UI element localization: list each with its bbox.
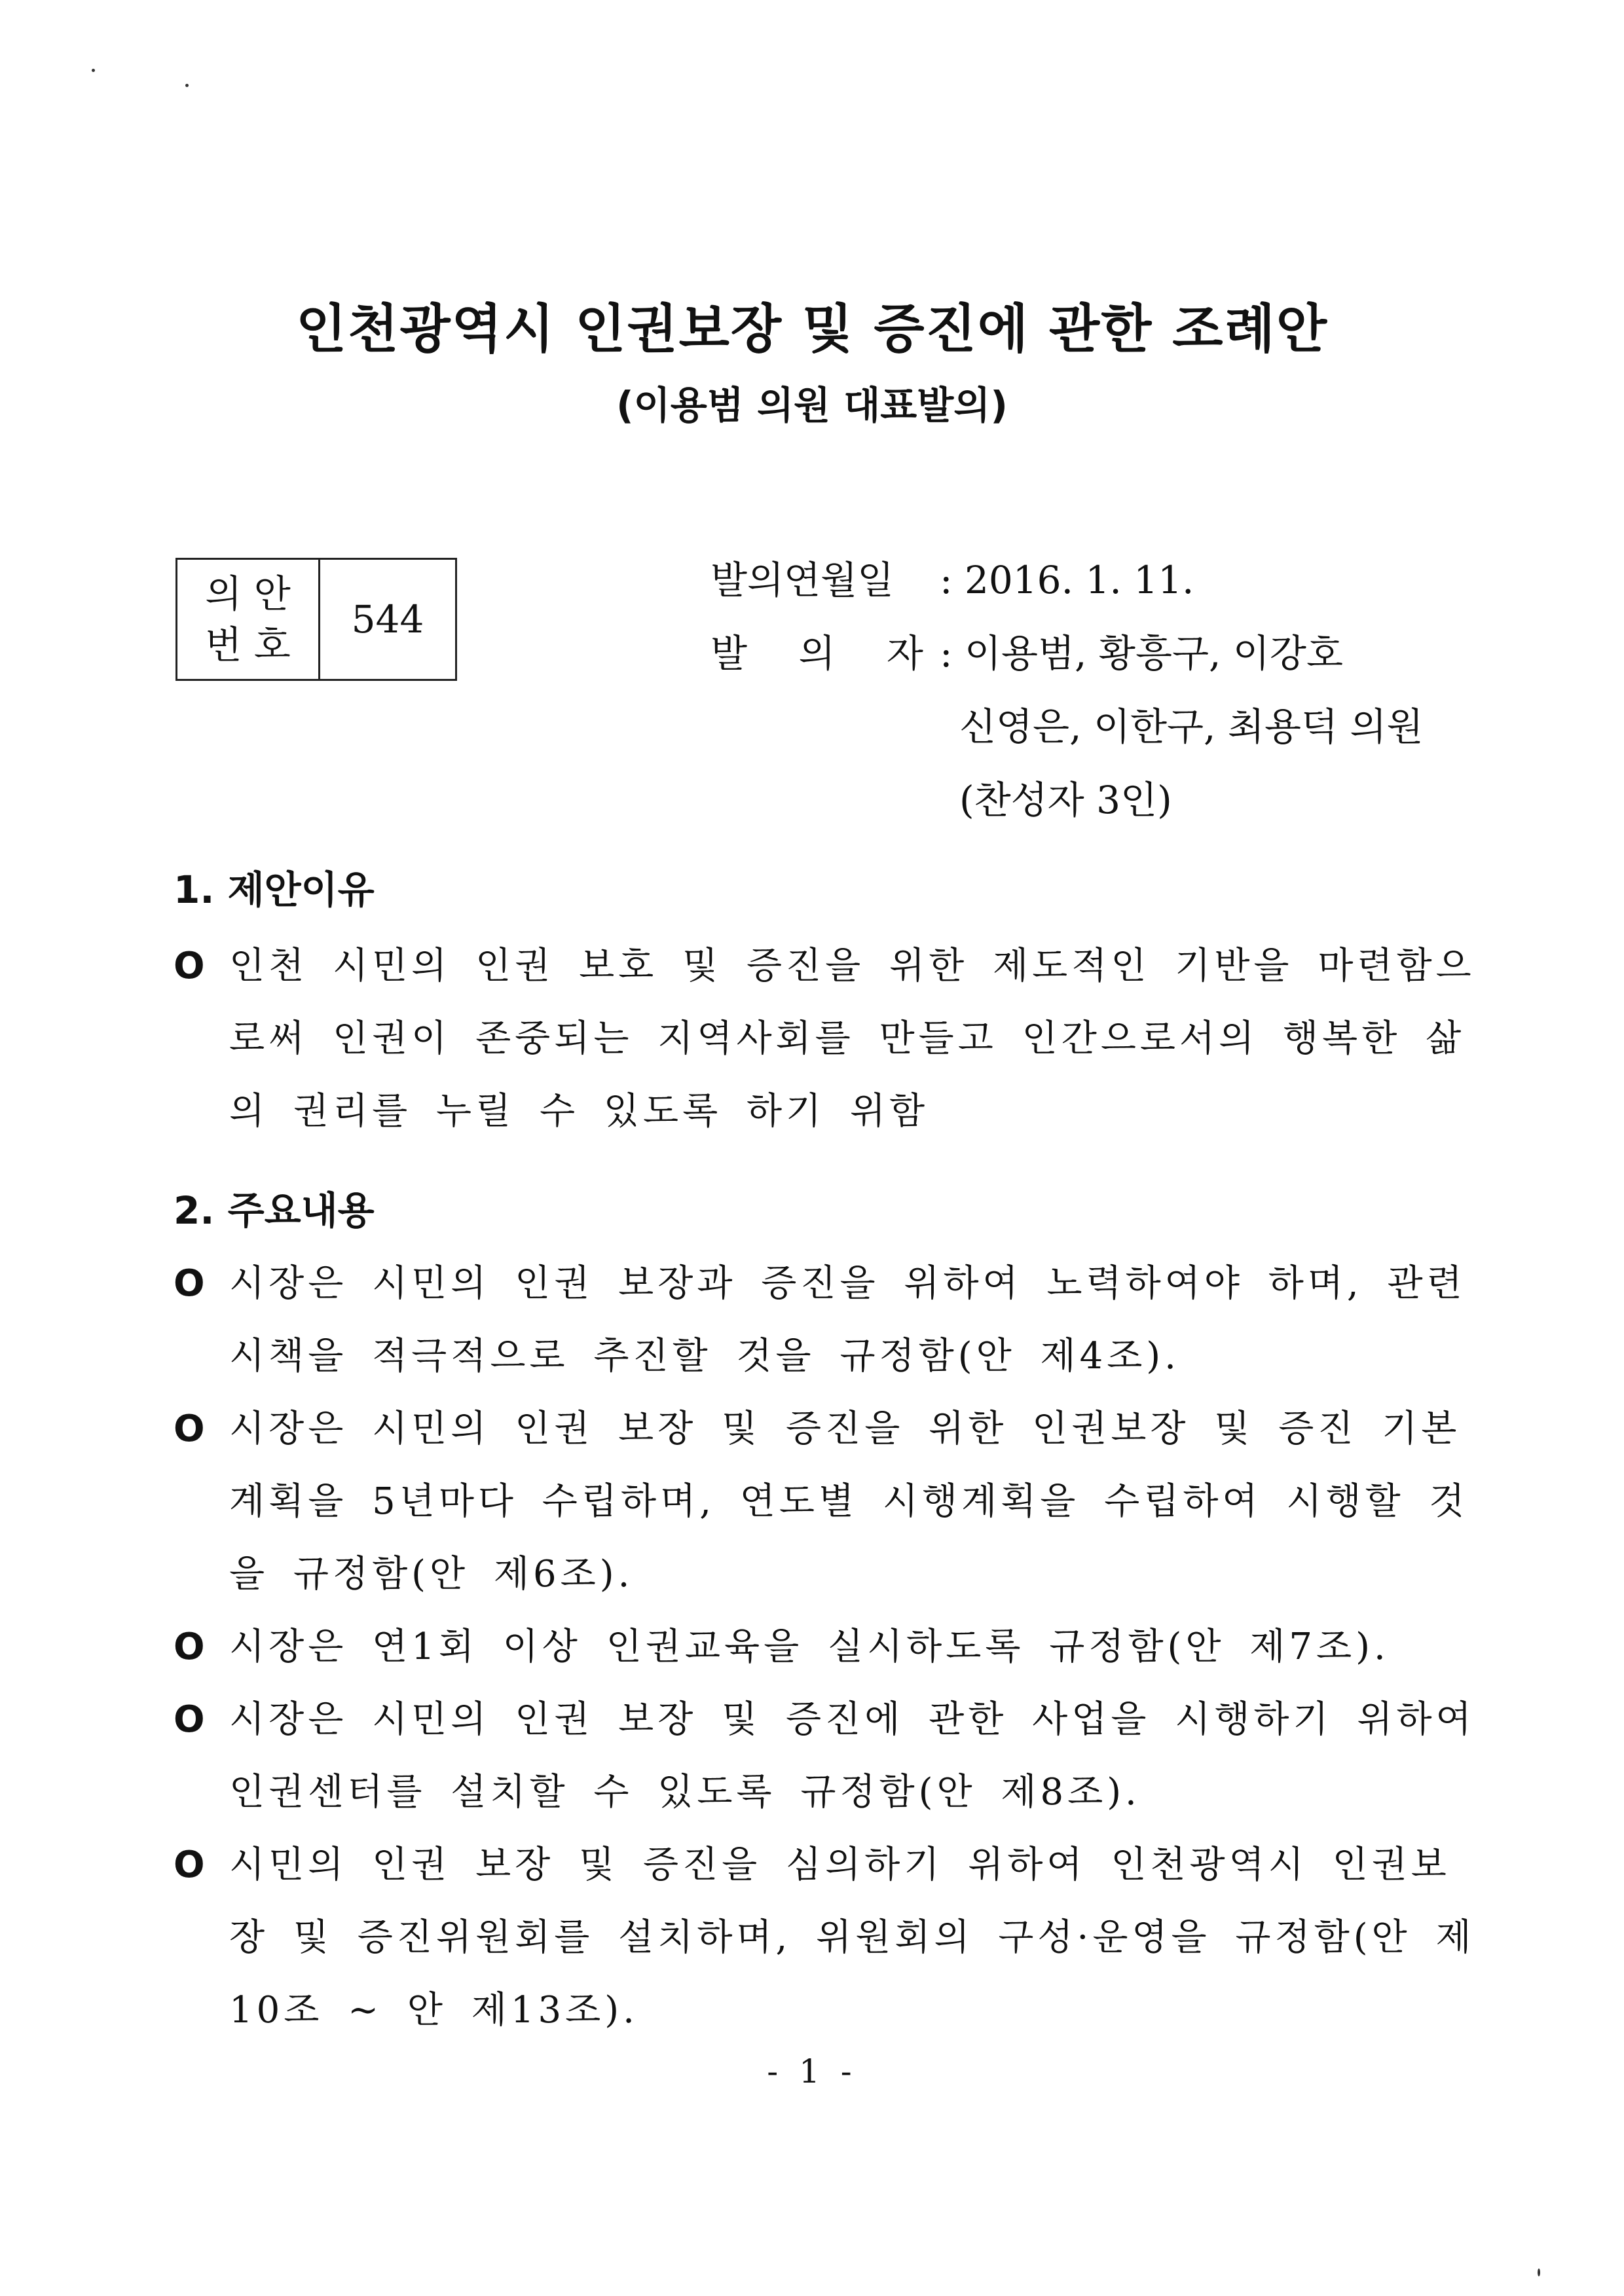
bill-number-value: 544 bbox=[320, 559, 456, 680]
list-item bbox=[174, 1247, 1483, 1393]
scan-speck bbox=[1538, 2269, 1540, 2276]
list-item-text: 시장은 시민의 인권 보장 및 증진을 위한 인권보장 및 증진 기본계획을 5년마다 수립하며, 연도별 시행계획을 수립하여 시행할 것을 규정함(안 제6조). bbox=[229, 1408, 1469, 1595]
bullet-circle-icon: O bbox=[174, 1844, 209, 1886]
scan-speck bbox=[185, 84, 189, 87]
list-item bbox=[174, 930, 1483, 1148]
list-item bbox=[174, 1829, 1483, 2047]
proposer-line-3: (찬성자 3인) bbox=[959, 778, 1172, 822]
list-item-text: 인천 시민의 인권 보호 및 증진을 위한 제도적인 기반을 마련함으로써 인권이 존중되는 지역사회를 만들고 인간으로서의 행복한 삶의 권리를 누릴 수 있도록 하기 위함 bbox=[229, 945, 1475, 1133]
bill-number-label-top: 의 안 bbox=[205, 571, 291, 616]
list-item-text: 시민의 인권 보장 및 증진을 심의하기 위하여 인천광역시 인권보장 및 증진위원회를 설치하며, 위원회의 구성·운영을 규정함(안 제10조 ~ 안 제13조). bbox=[229, 1844, 1475, 2032]
section-heading-reason: 1. 제안이유 bbox=[174, 867, 375, 912]
bill-number-label-bottom: 번 호 bbox=[205, 623, 291, 667]
proposal-date-value: : 2016. 1. 11. bbox=[940, 558, 1194, 602]
section-reason-list bbox=[174, 930, 1483, 1148]
bullet-circle-icon: O bbox=[174, 1262, 209, 1305]
scan-speck bbox=[92, 69, 95, 72]
list-item bbox=[174, 1683, 1483, 1829]
list-item-text: 시장은 시민의 인권 보장과 증진을 위하여 노력하여야 하며, 관련 시책을 적극적으로 추진할 것을 규정함(안 제4조). bbox=[229, 1262, 1466, 1377]
bill-number-box bbox=[175, 558, 457, 681]
bullet-circle-icon: O bbox=[174, 1698, 209, 1741]
bullet-circle-icon: O bbox=[174, 1408, 209, 1450]
section-heading-contents: 2. 주요내용 bbox=[174, 1188, 375, 1233]
bill-number-label bbox=[177, 559, 320, 680]
proposer-line-2: 신영은, 이한구, 최용덕 의원 bbox=[959, 704, 1424, 749]
proposer-row bbox=[710, 617, 1424, 690]
list-item bbox=[174, 1611, 1483, 1683]
page-number: - 1 - bbox=[767, 2052, 857, 2090]
bullet-circle-icon: O bbox=[174, 1626, 209, 1668]
proposal-date-label: 발의연월일 bbox=[710, 558, 895, 602]
document-title: 인천광역시 인권보장 및 증진에 관한 조례안 bbox=[295, 299, 1329, 359]
proposer-label: 발 의 자 bbox=[710, 631, 943, 676]
proposer-line-1: : 이용범, 황흥구, 이강호 bbox=[940, 631, 1343, 676]
bill-metadata bbox=[710, 543, 1424, 837]
document-subtitle: (이용범 의원 대표발의) bbox=[616, 383, 1008, 428]
bullet-circle-icon: O bbox=[174, 945, 209, 987]
section-contents-list bbox=[174, 1247, 1483, 2047]
list-item-text: 시장은 연1회 이상 인권교육을 실시하도록 규정함(안 제7조). bbox=[229, 1626, 1390, 1668]
list-item-text: 시장은 시민의 인권 보장 및 증진에 관한 사업을 시행하기 위하여 인권센터를 설치할 수 있도록 규정함(안 제8조). bbox=[229, 1698, 1475, 1813]
list-item bbox=[174, 1393, 1483, 1611]
proposal-date-row bbox=[710, 543, 1424, 617]
